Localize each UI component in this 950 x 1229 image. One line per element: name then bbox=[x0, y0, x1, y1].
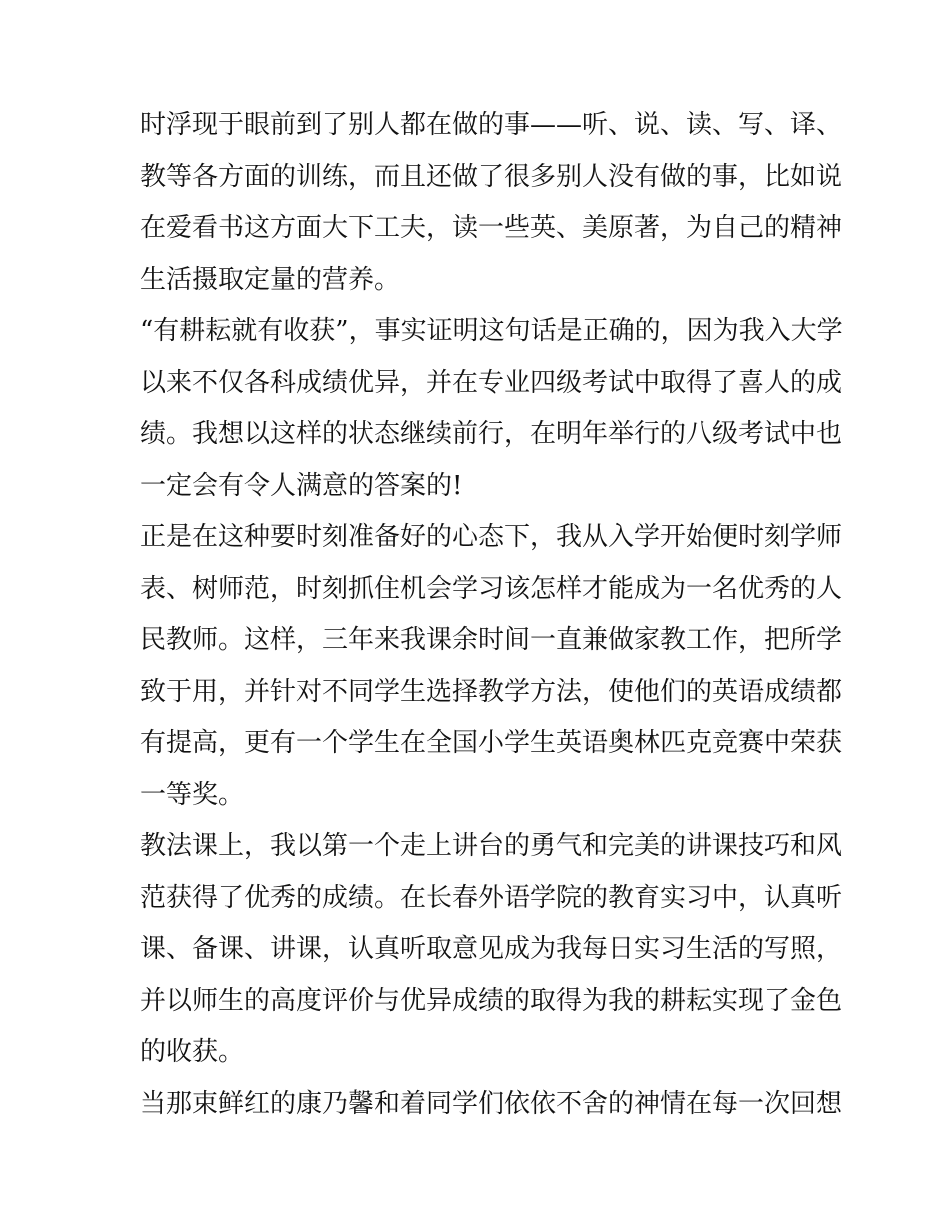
text-line: 绩。我想以这样的状态继续前行，在明年举行的八级考试中也 bbox=[140, 419, 843, 449]
text-line: 一等奖。 bbox=[140, 779, 245, 810]
text-line: 范获得了优秀的成绩。在长春外语学院的教育实习中，认真听 bbox=[140, 882, 843, 913]
text-line: 致于用，并针对不同学生选择教学方法，使他们的英语成绩都 bbox=[140, 676, 843, 707]
text-line: 民教师。这样，三年来我课余时间一直兼做家教工作，把所学 bbox=[140, 625, 843, 655]
text-line: 的收获。 bbox=[140, 1037, 245, 1067]
text-line: 生活摄取定量的营养。 bbox=[140, 264, 401, 295]
text-line: 当那束鲜红的康乃馨和着同学们依依不舍的神情在每一次回想 bbox=[140, 1088, 843, 1119]
text-line: 教法课上，我以第一个走上讲台的勇气和完美的讲课技巧和风 bbox=[140, 831, 843, 861]
text-line: 并以师生的高度评价与优异成绩的取得为我的耕耘实现了金色 bbox=[140, 985, 843, 1016]
text-line: 一定会有令人满意的答案的! bbox=[140, 470, 463, 501]
text-line: 在爱看书这方面大下工夫，读一些英、美原著，为自己的精神 bbox=[140, 213, 843, 243]
text-line: 表、树师范，时刻抓住机会学习该怎样才能成为一名优秀的人 bbox=[140, 573, 843, 604]
text-line: “有耕耘就有收获”，事实证明这句话是正确的，因为我入大学 bbox=[140, 316, 843, 346]
text-line: 有提高，更有一个学生在全国小学生英语奥林匹克竞赛中荣获 bbox=[140, 728, 843, 758]
text-line: 教等各方面的训练，而且还做了很多别人没有做的事，比如说 bbox=[140, 161, 843, 192]
text-line: 正是在这种要时刻准备好的心态下，我从入学开始便时刻学师 bbox=[140, 522, 843, 552]
text-line: 课、备课、讲课，认真听取意见成为我每日实习生活的写照， bbox=[140, 934, 843, 964]
body-text bbox=[140, 100, 843, 1130]
text-line: 以来不仅各科成绩优异，并在专业四级考试中取得了喜人的成 bbox=[140, 367, 843, 398]
text-line: 时浮现于眼前到了别人都在做的事——听、说、读、写、译、 bbox=[140, 110, 843, 140]
